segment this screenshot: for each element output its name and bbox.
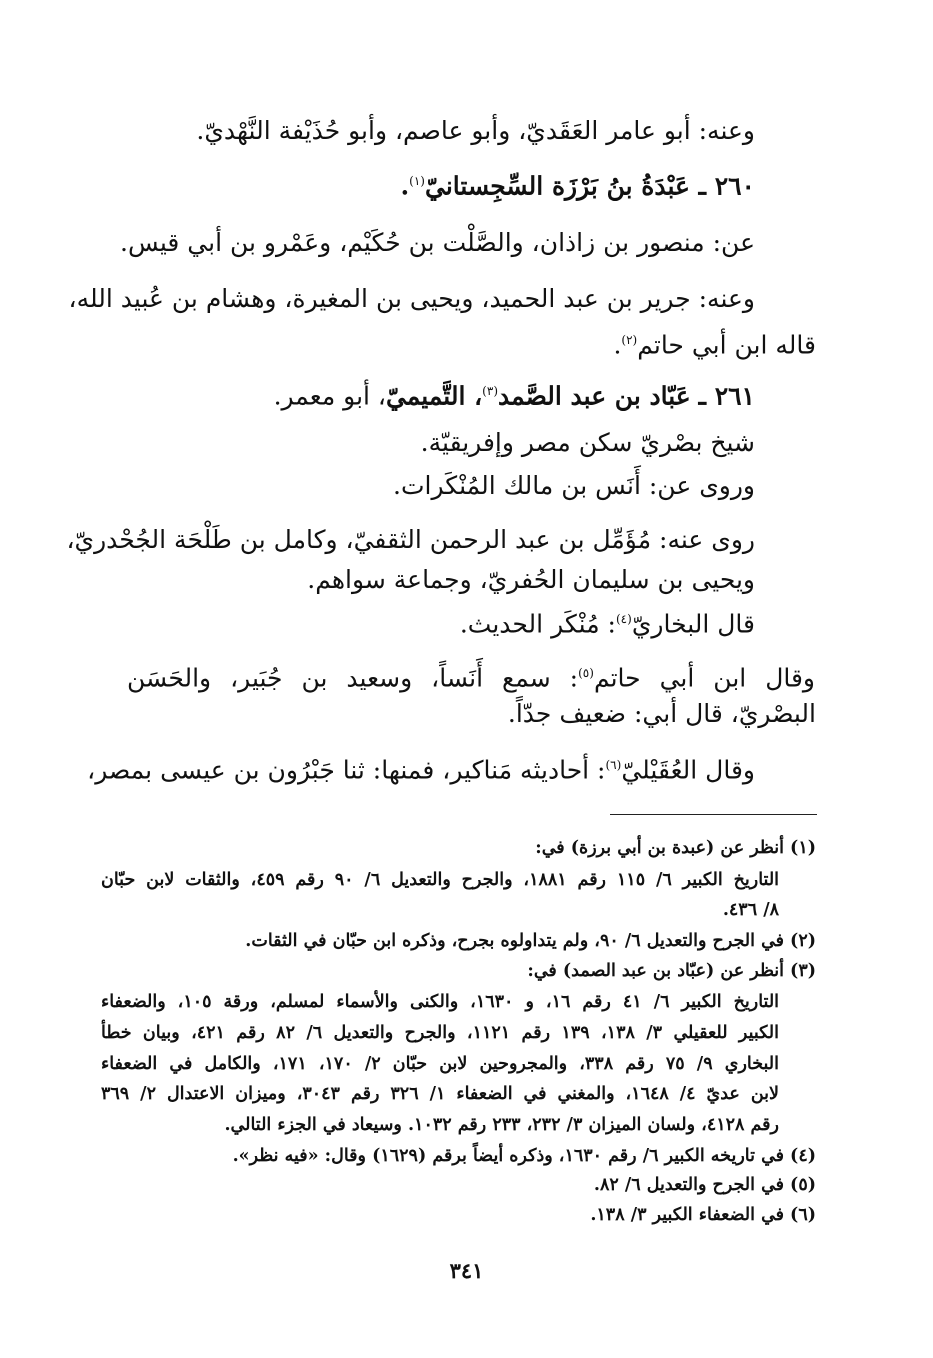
footnote-6: (٦)في الضعفاء الكبير ٣/ ١٣٨. xyxy=(590,1205,816,1225)
entry-number: ٢٦٠ ـ xyxy=(698,171,755,201)
entry-name: عَبّاد بن عبد الصَّمد xyxy=(498,381,691,411)
footnote-number: (٢) xyxy=(790,931,816,951)
text-line: ويحيى بن سليمان الحُفريّ، وجماعة سواهم. xyxy=(307,565,755,594)
footnote-ref: (٣) xyxy=(482,384,498,398)
text-line: روى عنه: مُؤَمِّل بن عبد الرحمن الثقفيّ، وكامل بن طَلْحَة الجُحْدريّ، xyxy=(66,525,755,554)
entry-name: عَبْدَةُ بنُ بَرْزَة السِّجِستانيّ xyxy=(424,171,690,201)
footnote-ref: (٦) xyxy=(605,758,622,772)
footnote-line: لابن عديّ ٤/ ١٦٤٨، والمغني في الضعفاء ١/ ٣٢٦ رقم ٣٠٤٣، وميزان الاعتدال ٢/ ٣٦٩ xyxy=(101,1084,780,1104)
entry-heading-261: ٢٦١ ـ عَبّاد بن عبد الصَّمد$^{(٣)}$، التَّميميّ، أبو معمر. xyxy=(273,381,755,411)
narrators-from-line: وعنه: أبو عامر العَقَديّ، وأبو عاصم، وأبو حُذَيْفة النَّهْديّ. xyxy=(196,116,755,145)
footnote-line: الكبير للعقيلي ٣/ ١٣٨، ١٣٩ رقم ١١٢١، والجرح والتعديل ٦/ ٨٢ رقم ٤٢١، وبيان خطأ xyxy=(101,1023,779,1043)
footnote-number: (٣) xyxy=(790,961,816,981)
footnote-4: (٤)في تاريخه الكبير ٦/ رقم ١٦٣٠، وذكره أيضاً برقم (١٦٢٩) وقال: «فيه نظر». xyxy=(232,1146,816,1166)
text-line: البصْريّ، قال أبي: ضعيف جدّاً. xyxy=(507,699,816,728)
footnote-number: (٦) xyxy=(790,1205,816,1225)
footnote-line: البخاري ٩/ ٧٥ رقم ٣٣٨، والمجروحين لابن حبّان ٢/ ١٧٠، ١٧١، والكامل في الضعفاء xyxy=(101,1054,779,1074)
text-line: قاله ابن أبي حاتم$^{(٢)}$. xyxy=(613,330,816,360)
footnote-line: التاريخ الكبير ٦/ ١١٥ رقم ١٨٨١، والجرح والتعديل ٦/ ٩٠ رقم ٤٥٩، والثقات لابن حبّان xyxy=(101,870,780,890)
footnote-number: (٤) xyxy=(790,1146,816,1166)
footnote-line: التاريخ الكبير ٦/ ٤١ رقم ١٦، و ١٦٣٠، والكنى والأسماء لمسلم، ورقة ١٠٥، والضعفاء xyxy=(101,992,780,1012)
footnote-separator xyxy=(610,814,817,815)
text-line: وعنه: جرير بن عبد الحميد، ويحيى بن المغيرة، وهشام بن عُبيد الله، xyxy=(68,284,755,313)
footnote-line: ٨/ ٤٣٦. xyxy=(722,900,779,920)
text-line: قال البخاريّ$^{(٤)}$: مُنْكَر الحديث. xyxy=(459,609,755,639)
text-line: وقال العُقَيْليّ$^{(٦)}$: أحاديثه مَناكير، فمنها: ثنا جَبْرُون بن عيسى بمصر، xyxy=(87,755,755,785)
entry-number: ٢٦١ ـ xyxy=(698,381,755,411)
footnote-number: (٥) xyxy=(790,1175,816,1195)
footnote-ref: (٥) xyxy=(578,666,594,680)
entry-heading-260: ٢٦٠ ـ عَبْدَةُ بنُ بَرْزَة السِّجِستانيّ$^{(١)}$. xyxy=(400,171,755,201)
text-line: وقال ابن أبي حاتم$^{(٥)}$: سمع أَنَساً، وسعيد بن جُبَير، والحَسَن xyxy=(127,663,815,693)
text-line: وروى عن: أَنَس بن مالك المُنْكَرات. xyxy=(393,471,755,500)
page-number: ٣٤١ xyxy=(449,1258,484,1283)
text-line: شيخ بصْريّ سكن مصر وإفريقيّة. xyxy=(420,428,755,457)
footnote-line: رقم ٤١٢٨، ولسان الميزان ٣/ ٢٣٢، ٢٣٣ رقم ١٠٣٢. وسيعاد في الجزء التالي. xyxy=(224,1115,779,1135)
footnote-2: (٢)في الجرح والتعديل ٦/ ٩٠، ولم يتداولوه بجرح، وذكره ابن حبّان في الثقات. xyxy=(245,931,816,951)
text-line: عن: منصور بن زاذان، والصَّلْت بن حُكَيْم، وعَمْرو بن أبي قيس. xyxy=(120,228,755,257)
text-line xyxy=(196,114,755,148)
footnote-number: (١) xyxy=(790,838,816,858)
footnote-ref: (٤) xyxy=(615,612,632,626)
footnote-ref: (٢) xyxy=(621,333,638,347)
footnote-ref: (١) xyxy=(409,174,425,188)
footnote-5: (٥)في الجرح والتعديل ٦/ ٨٢. xyxy=(593,1175,816,1195)
footnote-3: (٣)أنظر عن (عبّاد بن عبد الصمد) في: xyxy=(527,961,816,981)
footnote-1: (١)أنظر عن (عبدة بن أبي برزة) في: xyxy=(535,838,816,858)
